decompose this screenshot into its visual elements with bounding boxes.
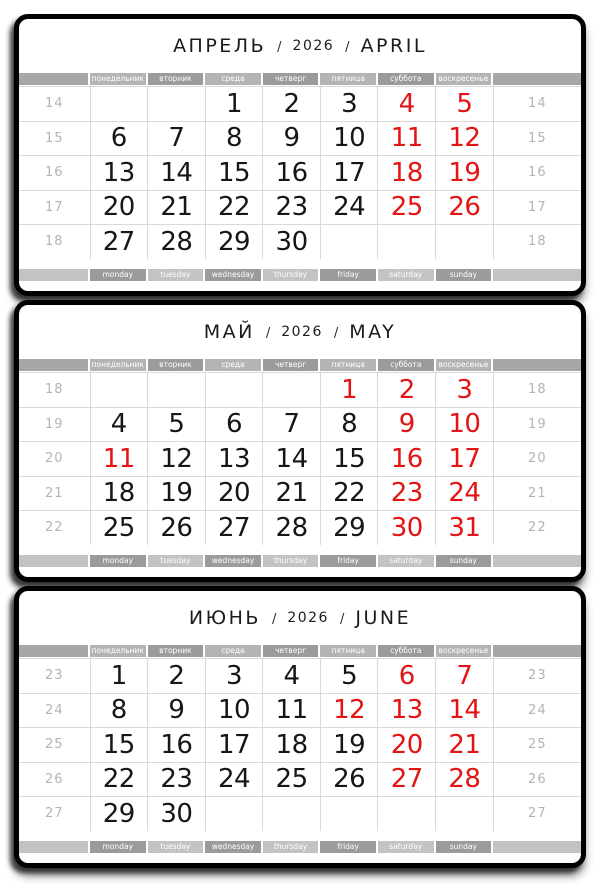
weekday-label: monday — [90, 841, 146, 853]
weekday-label: thursday — [263, 555, 319, 567]
week-number-cell: 14 — [19, 87, 90, 122]
weekday-label: суббота — [378, 359, 434, 371]
date-cell: 6 — [205, 407, 263, 442]
date-cell: 10 — [436, 407, 494, 442]
weekday-label: wednesday — [205, 555, 261, 567]
date-cell: 22 — [205, 190, 263, 225]
week-number-cell: 21 — [493, 476, 581, 511]
date-cell: 2 — [263, 87, 321, 122]
month-panel-june — [14, 586, 586, 868]
date-cell: 18 — [90, 476, 148, 511]
week-number-cell: 17 — [493, 190, 581, 225]
week-number-cell: 18 — [493, 373, 581, 408]
strip-edge-right — [493, 269, 581, 281]
date-cell: 29 — [320, 511, 378, 545]
date-cell: 19 — [320, 728, 378, 763]
month-name-en: MAY — [349, 321, 397, 343]
date-cell: 29 — [90, 797, 148, 831]
week-number-cell: 15 — [19, 121, 90, 156]
year-label: 2026 — [292, 38, 335, 54]
date-cell: 7 — [436, 659, 494, 694]
date-cell: 22 — [320, 476, 378, 511]
date-cell: 16 — [148, 728, 206, 763]
strip-edge-left — [19, 359, 88, 371]
weekday-label: friday — [320, 555, 376, 567]
date-cell: 25 — [378, 190, 436, 225]
weekday-label: thursday — [263, 841, 319, 853]
date-cell: 4 — [378, 87, 436, 122]
slash-separator: / — [333, 325, 339, 341]
week-row — [19, 693, 581, 728]
weekday-label: понедельник — [91, 360, 144, 369]
date-cell: 3 — [205, 659, 263, 694]
date-cell: 14 — [263, 442, 321, 477]
date-cell: 21 — [263, 476, 321, 511]
week-number-cell: 18 — [19, 225, 90, 259]
week-number-cell: 19 — [493, 407, 581, 442]
date-cell — [263, 797, 321, 831]
slash-separator: / — [277, 39, 282, 55]
date-cell: 10 — [205, 693, 263, 728]
date-cell: 18 — [378, 156, 436, 191]
month-name-en: JUNE — [355, 607, 412, 629]
date-cell — [90, 87, 148, 122]
month-title — [19, 591, 581, 645]
weekday-header-strip — [19, 73, 581, 85]
date-cell: 27 — [378, 762, 436, 797]
date-cell: 8 — [320, 407, 378, 442]
slash-separator: / — [345, 39, 350, 55]
week-number-cell: 24 — [19, 693, 90, 728]
weekday-label: wednesday — [205, 841, 261, 853]
date-cell: 5 — [320, 659, 378, 694]
date-cell: 1 — [205, 87, 263, 122]
date-cell: 17 — [205, 728, 263, 763]
date-cell: 5 — [436, 87, 494, 122]
week-row — [19, 476, 581, 511]
weekday-header-strip — [19, 645, 581, 657]
date-cell: 27 — [90, 225, 148, 259]
date-cell: 14 — [148, 156, 206, 191]
weekday-label: sunday — [436, 555, 492, 567]
date-cell: 17 — [436, 442, 494, 477]
week-number-cell: 25 — [19, 728, 90, 763]
strip-edge-left — [19, 555, 88, 567]
date-cell — [320, 225, 378, 259]
date-cell: 24 — [205, 762, 263, 797]
date-cell — [263, 373, 321, 408]
date-cell — [378, 225, 436, 259]
date-cell: 19 — [148, 476, 206, 511]
date-cell: 5 — [148, 407, 206, 442]
month-name-ru: ИЮНЬ — [188, 607, 261, 629]
slash-separator: / — [339, 611, 345, 627]
month-name-ru: МАЙ — [203, 321, 255, 343]
week-number-cell: 21 — [19, 476, 90, 511]
date-cell: 25 — [263, 762, 321, 797]
weekday-label: sunday — [436, 269, 492, 281]
strip-edge-right — [493, 73, 581, 85]
weekday-label: wednesday — [205, 269, 261, 281]
date-cell — [378, 797, 436, 831]
week-number-cell: 19 — [19, 407, 90, 442]
week-row — [19, 87, 581, 122]
week-row — [19, 156, 581, 191]
weekday-label: четверг — [263, 73, 319, 85]
week-row — [19, 728, 581, 763]
date-cell — [436, 225, 494, 259]
date-cell: 2 — [148, 659, 206, 694]
weekday-label: tuesday — [148, 841, 204, 853]
weekday-label: tuesday — [148, 555, 204, 567]
strip-edge-left — [19, 73, 88, 85]
date-cell: 6 — [90, 121, 148, 156]
date-cell: 14 — [436, 693, 494, 728]
strip-edge-left — [19, 269, 88, 281]
weekday-footer-strip — [19, 841, 581, 853]
weekday-label: thursday — [263, 269, 319, 281]
date-cell: 12 — [436, 121, 494, 156]
date-cell: 13 — [378, 693, 436, 728]
date-cell: 29 — [205, 225, 263, 259]
date-cell: 12 — [320, 693, 378, 728]
weekday-label: sunday — [436, 841, 492, 853]
date-cell: 20 — [205, 476, 263, 511]
date-cell: 19 — [436, 156, 494, 191]
week-number-cell: 18 — [19, 373, 90, 408]
week-number-cell: 23 — [19, 659, 90, 694]
calendar-grid — [19, 86, 581, 259]
slash-separator: / — [265, 325, 271, 341]
weekday-label: пятница — [320, 359, 376, 371]
week-number-cell: 16 — [493, 156, 581, 191]
date-cell — [436, 797, 494, 831]
week-number-cell: 15 — [493, 121, 581, 156]
date-cell: 21 — [436, 728, 494, 763]
week-row — [19, 407, 581, 442]
weekday-label: понедельник — [91, 646, 144, 655]
week-row — [19, 659, 581, 694]
month-title — [19, 305, 581, 359]
weekday-label: saturday — [378, 555, 434, 567]
strip-edge-left — [19, 841, 88, 853]
date-cell: 30 — [263, 225, 321, 259]
week-number-cell: 20 — [493, 442, 581, 477]
week-row — [19, 442, 581, 477]
date-cell: 9 — [378, 407, 436, 442]
weekday-label: saturday — [378, 841, 434, 853]
date-cell: 1 — [320, 373, 378, 408]
weekday-label: среда — [205, 73, 261, 85]
week-number-cell: 20 — [19, 442, 90, 477]
week-number-cell: 16 — [19, 156, 90, 191]
date-cell: 30 — [148, 797, 206, 831]
weekday-label: вторник — [148, 73, 204, 85]
date-cell: 4 — [90, 407, 148, 442]
week-number-cell: 25 — [493, 728, 581, 763]
week-row — [19, 797, 581, 831]
weekday-footer-strip — [19, 555, 581, 567]
week-number-cell: 26 — [19, 762, 90, 797]
date-cell: 20 — [90, 190, 148, 225]
date-cell: 28 — [263, 511, 321, 545]
weekday-label: friday — [320, 841, 376, 853]
week-number-cell: 14 — [493, 87, 581, 122]
date-cell: 23 — [378, 476, 436, 511]
date-cell: 13 — [205, 442, 263, 477]
strip-edge-right — [493, 555, 581, 567]
date-cell: 1 — [90, 659, 148, 694]
week-number-cell: 24 — [493, 693, 581, 728]
month-panel-april — [14, 14, 586, 296]
week-number-cell: 17 — [19, 190, 90, 225]
weekday-label: среда — [205, 645, 261, 657]
date-cell: 24 — [320, 190, 378, 225]
date-cell: 9 — [148, 693, 206, 728]
date-cell — [90, 373, 148, 408]
weekday-label: суббота — [378, 645, 434, 657]
weekday-label: воскресенье — [436, 645, 492, 657]
weekday-label: воскресенье — [436, 73, 492, 85]
year-label: 2026 — [287, 610, 329, 626]
weekday-label: понедельник — [91, 74, 144, 83]
date-cell: 27 — [205, 511, 263, 545]
date-cell: 7 — [263, 407, 321, 442]
date-cell: 31 — [436, 511, 494, 545]
date-cell: 24 — [436, 476, 494, 511]
week-row — [19, 511, 581, 545]
strip-edge-left — [19, 645, 88, 657]
date-cell: 26 — [436, 190, 494, 225]
date-cell — [148, 87, 206, 122]
weekday-label: четверг — [263, 359, 319, 371]
weekday-label: tuesday — [148, 269, 204, 281]
weekday-footer-strip — [19, 269, 581, 281]
weekday-label: пятница — [320, 645, 376, 657]
date-cell: 16 — [378, 442, 436, 477]
date-cell: 4 — [263, 659, 321, 694]
month-name-ru: АПРЕЛЬ — [173, 35, 267, 57]
weekday-label: friday — [320, 269, 376, 281]
slash-separator: / — [271, 611, 277, 627]
date-cell: 11 — [263, 693, 321, 728]
date-cell — [205, 373, 263, 408]
date-cell: 7 — [148, 121, 206, 156]
date-cell: 22 — [90, 762, 148, 797]
date-cell: 9 — [263, 121, 321, 156]
date-cell — [320, 797, 378, 831]
date-cell: 10 — [320, 121, 378, 156]
date-cell: 15 — [205, 156, 263, 191]
date-cell: 30 — [378, 511, 436, 545]
date-cell: 15 — [90, 728, 148, 763]
weekday-label: пятница — [320, 73, 376, 85]
date-cell: 28 — [436, 762, 494, 797]
week-number-cell: 27 — [493, 797, 581, 831]
week-row — [19, 762, 581, 797]
weekday-label: суббота — [378, 73, 434, 85]
weekday-label: monday — [90, 269, 146, 281]
date-cell: 20 — [378, 728, 436, 763]
date-cell: 21 — [148, 190, 206, 225]
date-cell: 23 — [263, 190, 321, 225]
date-cell: 13 — [90, 156, 148, 191]
strip-edge-right — [493, 359, 581, 371]
date-cell: 26 — [148, 511, 206, 545]
date-cell: 15 — [320, 442, 378, 477]
weekday-label: среда — [205, 359, 261, 371]
date-cell: 23 — [148, 762, 206, 797]
weekday-label: вторник — [148, 359, 204, 371]
weekday-label: monday — [90, 555, 146, 567]
date-cell: 18 — [263, 728, 321, 763]
week-row — [19, 121, 581, 156]
week-row — [19, 225, 581, 259]
strip-edge-right — [493, 645, 581, 657]
date-cell: 28 — [148, 225, 206, 259]
date-cell: 17 — [320, 156, 378, 191]
date-cell: 11 — [90, 442, 148, 477]
date-cell — [205, 797, 263, 831]
date-cell: 25 — [90, 511, 148, 545]
month-panel-may — [14, 300, 586, 582]
week-number-cell: 23 — [493, 659, 581, 694]
date-cell: 6 — [378, 659, 436, 694]
week-row — [19, 373, 581, 408]
date-cell: 8 — [90, 693, 148, 728]
week-number-cell: 22 — [493, 511, 581, 545]
month-name-en: APRIL — [360, 35, 427, 57]
strip-edge-right — [493, 841, 581, 853]
date-cell: 12 — [148, 442, 206, 477]
weekday-label: воскресенье — [436, 359, 492, 371]
date-cell: 3 — [436, 373, 494, 408]
date-cell: 26 — [320, 762, 378, 797]
weekday-header-strip — [19, 359, 581, 371]
date-cell: 2 — [378, 373, 436, 408]
week-row — [19, 190, 581, 225]
month-title — [19, 19, 581, 73]
weekday-label: четверг — [263, 645, 319, 657]
weekday-label: saturday — [378, 269, 434, 281]
date-cell: 3 — [320, 87, 378, 122]
year-label: 2026 — [281, 324, 323, 340]
calendar-grid — [19, 372, 581, 545]
week-number-cell: 26 — [493, 762, 581, 797]
date-cell — [148, 373, 206, 408]
calendar-grid — [19, 658, 581, 831]
week-number-cell: 22 — [19, 511, 90, 545]
week-number-cell: 18 — [493, 225, 581, 259]
week-number-cell: 27 — [19, 797, 90, 831]
date-cell: 8 — [205, 121, 263, 156]
date-cell: 11 — [378, 121, 436, 156]
weekday-label: вторник — [148, 645, 204, 657]
date-cell: 16 — [263, 156, 321, 191]
